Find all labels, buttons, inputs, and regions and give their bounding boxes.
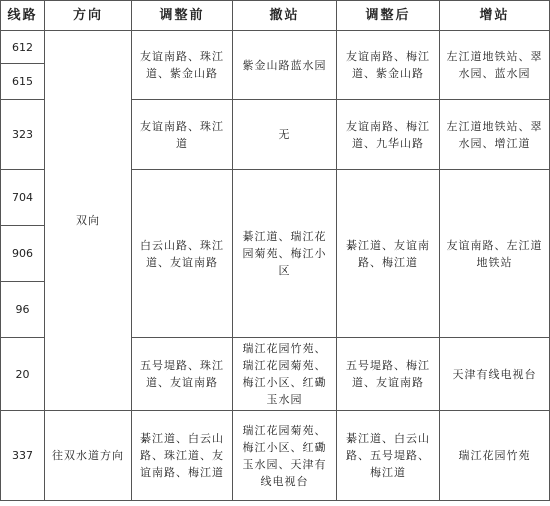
after-cell: 友谊南路、梅江道、紫金山路 — [337, 31, 440, 100]
added-cell: 天津有线电视台 — [440, 338, 550, 411]
table-row — [1, 31, 550, 64]
route-337: 337 — [1, 411, 45, 501]
route-323: 323 — [1, 100, 45, 170]
route-612: 612 — [1, 31, 45, 64]
direction-to-shuangshuidao: 往双水道方向 — [45, 411, 132, 501]
route-20: 20 — [1, 338, 45, 411]
route-96: 96 — [1, 282, 45, 338]
before-cell: 友谊南路、珠江道、紫金山路 — [132, 31, 233, 100]
direction-both: 双向 — [45, 31, 132, 411]
route-704: 704 — [1, 170, 45, 226]
removed-cell: 瑞江花园菊苑、梅江小区、红磡玉水园、天津有线电视台 — [233, 411, 337, 501]
removed-cell: 瑞江花园竹苑、瑞江花园菊苑、梅江小区、红磡玉水园 — [233, 338, 337, 411]
after-cell: 友谊南路、梅江道、九华山路 — [337, 100, 440, 170]
table-row — [1, 411, 550, 501]
after-cell: 綦江道、友谊南路、梅江道 — [337, 170, 440, 338]
before-cell: 友谊南路、珠江道 — [132, 100, 233, 170]
added-cell: 瑞江花园竹苑 — [440, 411, 550, 501]
before-cell: 白云山路、珠江道、友谊南路 — [132, 170, 233, 338]
added-cell: 左江道地铁站、翠水园、蓝水园 — [440, 31, 550, 100]
added-cell: 友谊南路、左江道地铁站 — [440, 170, 550, 338]
after-cell: 綦江道、白云山路、五号堤路、梅江道 — [337, 411, 440, 501]
header-after: 调整后 — [337, 1, 440, 31]
added-cell: 左江道地铁站、翠水园、增江道 — [440, 100, 550, 170]
header-removed-stops: 撤站 — [233, 1, 337, 31]
header-added-stops: 增站 — [440, 1, 550, 31]
header-row — [1, 1, 550, 31]
route-906: 906 — [1, 226, 45, 282]
header-before: 调整前 — [132, 1, 233, 31]
route-615: 615 — [1, 64, 45, 100]
removed-cell: 綦江道、瑞江花园菊苑、梅江小区 — [233, 170, 337, 338]
after-cell: 五号堤路、梅江道、友谊南路 — [337, 338, 440, 411]
before-cell: 五号堤路、珠江道、友谊南路 — [132, 338, 233, 411]
removed-cell: 紫金山路蓝水园 — [233, 31, 337, 100]
before-cell: 綦江道、白云山路、珠江道、友谊南路、梅江道 — [132, 411, 233, 501]
header-line: 线路 — [1, 1, 45, 31]
header-direction: 方向 — [45, 1, 132, 31]
removed-cell: 无 — [233, 100, 337, 170]
